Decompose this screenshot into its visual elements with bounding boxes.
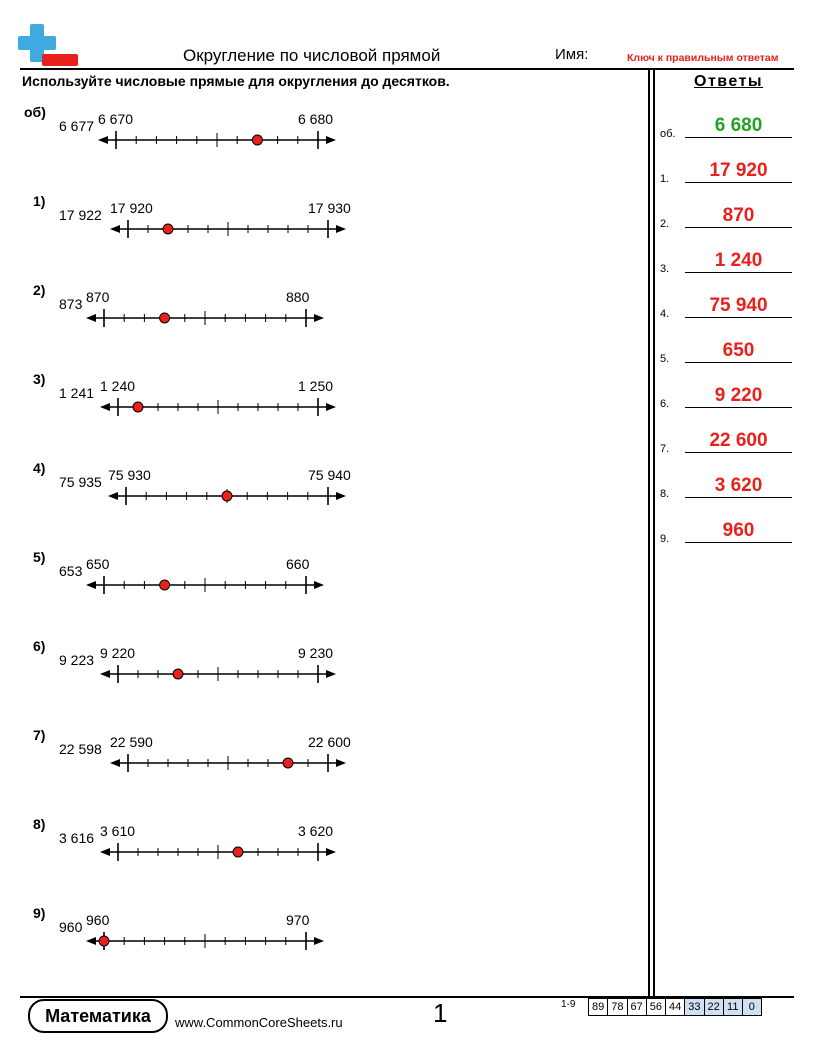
answer-row <box>660 202 792 232</box>
score-cell: 67 <box>627 999 646 1015</box>
arrow-right-icon <box>326 136 336 144</box>
arrow-left-icon <box>98 136 108 144</box>
problem-number: 17 922 <box>59 207 102 223</box>
arrow-right-icon <box>314 314 324 322</box>
number-line <box>0 193 360 253</box>
right-endpoint-label: 9 230 <box>298 645 334 661</box>
number-line <box>0 816 360 876</box>
instructions: Используйте числовые прямые для округления до десятков. <box>22 73 450 89</box>
header-divider <box>20 68 794 70</box>
answer-number: 5. <box>660 353 670 365</box>
answer-row <box>660 517 792 547</box>
problem-number: 75 935 <box>59 474 102 490</box>
left-endpoint-label: 75 930 <box>108 467 151 483</box>
problem-label: 3) <box>33 371 46 387</box>
problem-number: 6 677 <box>59 118 95 134</box>
arrow-left-icon <box>100 403 110 411</box>
answer-underline <box>685 272 792 273</box>
value-point <box>173 669 183 679</box>
site-url[interactable]: www.CommonCoreSheets.ru <box>175 1015 343 1030</box>
value-point <box>252 135 262 145</box>
answer-number: 8. <box>660 488 670 500</box>
answer-number: 9. <box>660 533 670 545</box>
left-endpoint-label: 870 <box>86 289 110 305</box>
problem-number: 873 <box>59 296 83 312</box>
value-point <box>283 758 293 768</box>
arrow-right-icon <box>336 225 346 233</box>
answer-value: 1 240 <box>714 250 763 271</box>
score-table <box>588 998 762 1016</box>
score-cell: 78 <box>607 999 626 1015</box>
right-endpoint-label: 970 <box>286 912 310 928</box>
brand-badge: Математика <box>28 999 168 1033</box>
answer-value: 75 940 <box>709 295 768 316</box>
problem-label: 9) <box>33 905 46 921</box>
answer-value: 9 220 <box>714 385 763 406</box>
answer-key-label: Ключ к правильным ответам <box>627 52 779 64</box>
value-point <box>133 402 143 412</box>
page-number: 1 <box>433 998 448 1028</box>
answer-row <box>660 292 792 322</box>
right-endpoint-label: 6 680 <box>298 111 334 127</box>
arrow-right-icon <box>336 492 346 500</box>
answer-value: 22 600 <box>709 430 768 451</box>
answer-value: 3 620 <box>714 475 763 496</box>
answer-underline <box>685 452 792 453</box>
number-line <box>0 371 360 431</box>
arrow-right-icon <box>314 581 324 589</box>
problem-label: 2) <box>33 282 46 298</box>
value-point <box>163 224 173 234</box>
number-line <box>0 638 360 698</box>
number-line <box>0 727 360 787</box>
answer-underline <box>685 137 792 138</box>
problem-number: 9 223 <box>59 652 95 668</box>
number-line <box>0 282 360 342</box>
problem-number: 1 241 <box>59 385 95 401</box>
problem-number: 22 598 <box>59 741 102 757</box>
answer-underline <box>685 227 792 228</box>
left-endpoint-label: 17 920 <box>110 200 153 216</box>
number-line <box>0 104 360 164</box>
arrow-right-icon <box>314 937 324 945</box>
answer-number: об. <box>660 128 676 140</box>
score-cell: 0 <box>742 999 761 1015</box>
right-endpoint-label: 1 250 <box>298 378 334 394</box>
arrow-right-icon <box>326 670 336 678</box>
value-point <box>99 936 109 946</box>
value-point <box>160 313 170 323</box>
arrow-right-icon <box>336 759 346 767</box>
answer-row <box>660 112 792 142</box>
problem-number: 3 616 <box>59 830 95 846</box>
problem-number: 653 <box>59 563 83 579</box>
answer-underline <box>685 542 792 543</box>
arrow-left-icon <box>86 937 96 945</box>
column-divider-left <box>648 68 650 998</box>
answer-value: 870 <box>722 205 755 226</box>
answer-underline <box>685 182 792 183</box>
name-label: Имя: <box>555 46 589 63</box>
left-endpoint-label: 650 <box>86 556 110 572</box>
arrow-right-icon <box>326 848 336 856</box>
answer-row <box>660 337 792 367</box>
left-endpoint-label: 22 590 <box>110 734 153 750</box>
answer-number: 7. <box>660 443 670 455</box>
value-point <box>222 491 232 501</box>
answer-value: 650 <box>722 340 755 361</box>
problem-label: 5) <box>33 549 46 565</box>
number-line <box>0 905 360 965</box>
answer-underline <box>685 362 792 363</box>
right-endpoint-label: 3 620 <box>298 823 334 839</box>
column-divider-right <box>653 68 655 998</box>
left-endpoint-label: 1 240 <box>100 378 136 394</box>
arrow-left-icon <box>100 848 110 856</box>
answer-row <box>660 157 792 187</box>
arrow-left-icon <box>110 225 120 233</box>
arrow-right-icon <box>326 403 336 411</box>
answer-row <box>660 472 792 502</box>
problem-label: 1) <box>33 193 46 209</box>
arrow-left-icon <box>100 670 110 678</box>
problem-label: 4) <box>33 460 46 476</box>
answer-value: 960 <box>722 520 755 541</box>
value-point <box>160 580 170 590</box>
answer-number: 6. <box>660 398 670 410</box>
answer-row <box>660 427 792 457</box>
answers-heading: Ответы <box>694 73 764 90</box>
score-cell: 11 <box>723 999 742 1015</box>
right-endpoint-label: 880 <box>286 289 310 305</box>
answer-row <box>660 247 792 277</box>
answer-number: 1. <box>660 173 670 185</box>
answer-underline <box>685 407 792 408</box>
number-line <box>0 460 360 520</box>
left-endpoint-label: 6 670 <box>98 111 134 127</box>
left-endpoint-label: 960 <box>86 912 110 928</box>
right-endpoint-label: 660 <box>286 556 310 572</box>
problem-number: 960 <box>59 919 83 935</box>
arrow-left-icon <box>108 492 118 500</box>
answer-row <box>660 382 792 412</box>
problem-label: 6) <box>33 638 46 654</box>
right-endpoint-label: 22 600 <box>308 734 351 750</box>
right-endpoint-label: 75 940 <box>308 467 351 483</box>
score-cell: 89 <box>592 1001 605 1013</box>
number-line <box>0 549 360 609</box>
answer-number: 4. <box>660 308 670 320</box>
answer-value: 17 920 <box>709 160 768 181</box>
problem-label: об) <box>24 104 46 120</box>
left-endpoint-label: 3 610 <box>100 823 136 839</box>
arrow-left-icon <box>86 314 96 322</box>
problem-label: 8) <box>33 816 46 832</box>
score-cell: 44 <box>665 999 684 1015</box>
answer-value: 6 680 <box>714 115 763 136</box>
answer-underline <box>685 497 792 498</box>
answer-number: 3. <box>660 263 670 275</box>
left-endpoint-label: 9 220 <box>100 645 136 661</box>
answer-number: 2. <box>660 218 670 230</box>
plus-minus-logo-icon <box>18 22 82 68</box>
arrow-left-icon <box>110 759 120 767</box>
score-range-label: 1-9 <box>561 999 576 1010</box>
value-point <box>233 847 243 857</box>
right-endpoint-label: 17 930 <box>308 200 351 216</box>
answer-underline <box>685 317 792 318</box>
score-cell: 56 <box>646 999 665 1015</box>
score-cell: 33 <box>684 999 703 1015</box>
problem-label: 7) <box>33 727 46 743</box>
score-cell: 22 <box>704 999 723 1015</box>
worksheet-title: Округление по числовой прямой <box>183 46 441 65</box>
arrow-left-icon <box>86 581 96 589</box>
